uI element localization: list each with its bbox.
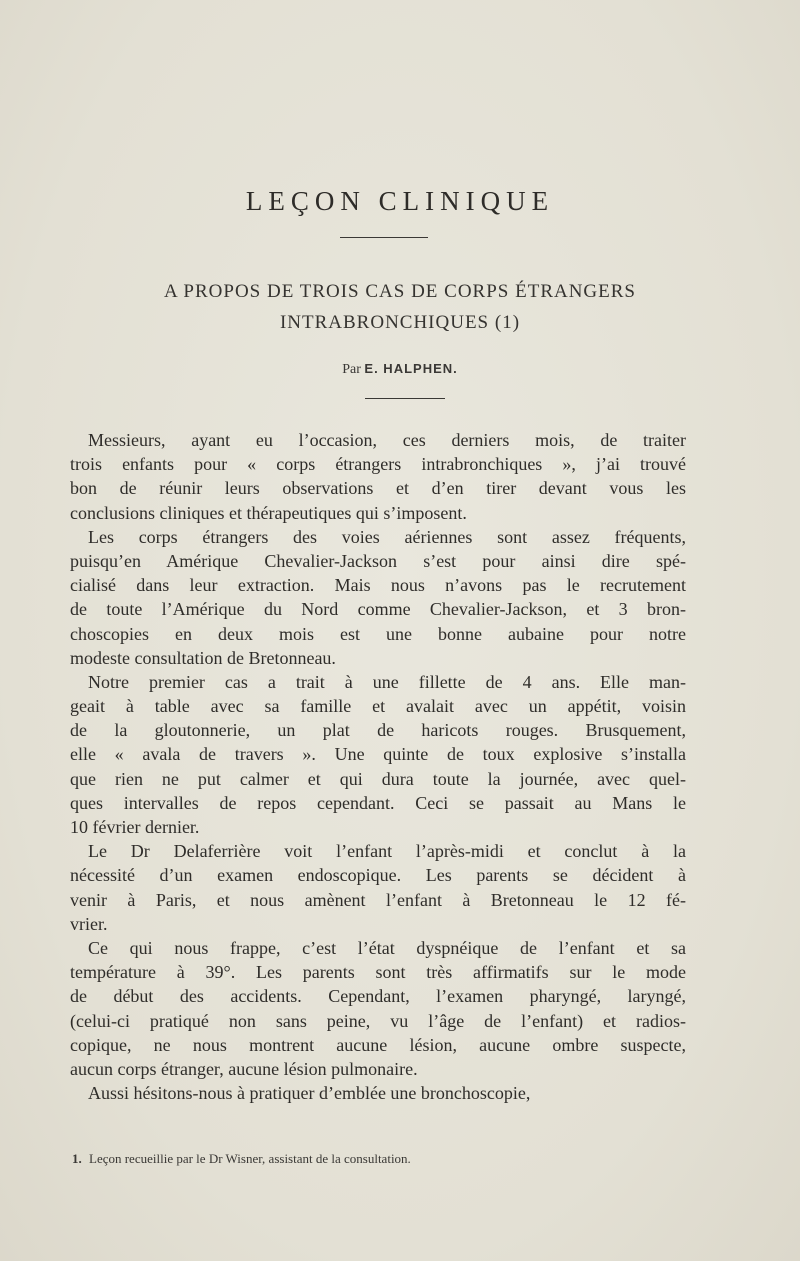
title-rule	[340, 237, 428, 238]
footnote	[72, 1151, 692, 1167]
body-line: venir à Paris, et nous amènent l’enfant à Bretonneau le 12 fé-	[70, 889, 686, 910]
body-line: de début des accidents. Cependant, l’examen pharyngé, laryngé,	[70, 986, 686, 1007]
body-line: de la gloutonnerie, un plat de haricots rouges. Brusquement,	[70, 720, 686, 741]
body-line: choscopies en deux mois est une bonne aubaine pour notre	[70, 623, 686, 644]
body-line: cialisé dans leur extraction. Mais nous n’avons pas le recrutement	[70, 575, 686, 596]
body-line: de toute l’Amérique du Nord comme Chevalier-Jackson, et 3 bron-	[70, 599, 686, 620]
body-line: bon de réunir leurs observations et d’en tirer devant vous les	[70, 478, 686, 499]
body-line: copique, ne nous montrent aucune lésion, aucune ombre suspecte,	[70, 1034, 686, 1055]
body-line: vrier.	[70, 913, 108, 934]
footnote-number: 1.	[72, 1151, 82, 1166]
body-line: elle « avala de travers ». Une quinte de toux explosive s’installa	[70, 744, 686, 765]
body-line: que rien ne put calmer et qui dura toute la journée, avec quel-	[70, 768, 686, 789]
body-line: Notre premier cas a trait à une fillette de 4 ans. Elle man-	[88, 671, 686, 692]
body-line: puisqu’en Amérique Chevalier-Jackson s’est pour ainsi dire spé-	[70, 550, 686, 571]
byline	[0, 361, 800, 378]
body-line: ques intervalles de repos cependant. Ceci se passait au Mans le	[70, 792, 686, 813]
body-line: Le Dr Delaferrière voit l’enfant l’après-midi et conclut à la	[88, 841, 686, 862]
body-line: geait à table avec sa famille et avalait avec un appétit, voisin	[70, 696, 686, 717]
footnote-text: Leçon recueillie par le Dr Wisner, assistant de la consultation.	[89, 1151, 411, 1166]
body-line: aucun corps étranger, aucune lésion pulmonaire.	[70, 1058, 418, 1079]
body-line: 10 février dernier.	[70, 817, 200, 837]
article-title-line2: INTRABRONCHIQUES (1)	[279, 312, 521, 333]
body-line: Aussi hésitons-nous à pratiquer d’emblée une bronchoscopie,	[88, 1083, 531, 1104]
body-line: trois enfants pour « corps étrangers intrabronchiques », j’ai trouvé	[70, 454, 686, 475]
body-line: modeste consultation de Bretonneau.	[70, 647, 336, 668]
lesson-title: LEÇON CLINIQUE	[245, 186, 555, 216]
body-line: conclusions cliniques et thérapeutiques qui s’imposent.	[70, 502, 467, 523]
body-line: nécessité d’un examen endoscopique. Les parents se décident à	[70, 865, 686, 886]
byline-rule	[365, 398, 445, 399]
author-name: E. HALPHEN.	[364, 361, 458, 376]
body-line: (celui-ci pratiqué non sans peine, vu l’âge de l’enfant) et radios-	[70, 1010, 686, 1031]
body-line: Ce qui nous frappe, c’est l’état dyspnéique de l’enfant et sa	[88, 937, 686, 958]
article-title-line1: A PROPOS DE TROIS CAS DE CORPS ÉTRANGERS	[164, 281, 636, 302]
body-line: température à 39°. Les parents sont très affirmatifs sur le mode	[70, 962, 686, 983]
body-text	[70, 428, 686, 1105]
body-line: Les corps étrangers des voies aériennes sont assez fréquents,	[88, 526, 686, 547]
body-line: Messieurs, ayant eu l’occasion, ces derniers mois, de traiter	[88, 430, 686, 450]
byline-prefix: Par	[342, 362, 361, 377]
